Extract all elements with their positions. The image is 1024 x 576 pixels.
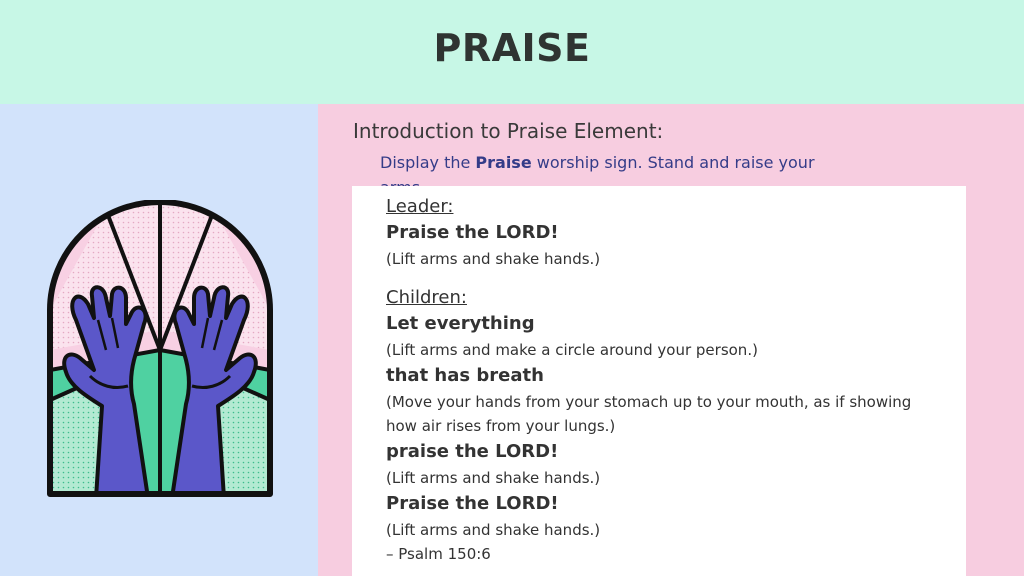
intro-heading: Introduction to Praise Element: (353, 119, 664, 143)
children-action: (Move your hands from your stomach up to your mouth, as if showing how air rises from your lungs.) (386, 393, 912, 435)
children-action: (Lift arms and shake hands.) (386, 521, 601, 539)
liturgy-content (386, 194, 946, 566)
children-action: (Lift arms and shake hands.) (386, 469, 601, 487)
children-action: (Lift arms and make a circle around your person.) (386, 341, 758, 359)
page-title: PRAISE (433, 26, 591, 70)
stained-glass-praise-hands-icon (46, 200, 274, 498)
children-line: Praise the LORD! (386, 493, 559, 514)
children-role: Children: (386, 287, 467, 308)
leader-action: (Lift arms and shake hands.) (386, 250, 601, 268)
children-line: that has breath (386, 365, 544, 386)
children-line: Let everything (386, 313, 535, 334)
leader-role: Leader: (386, 196, 454, 217)
children-line: praise the LORD! (386, 441, 559, 462)
header-banner (0, 0, 1024, 104)
leader-line: Praise the LORD! (386, 222, 559, 243)
liturgy-card (352, 186, 966, 576)
scripture-citation: – Psalm 150:6 (386, 545, 491, 563)
instruction-suffix: worship sign. Stand and raise your (536, 153, 815, 172)
instruction-prefix: Display the (380, 153, 476, 172)
instruction-bold: Praise (475, 153, 532, 172)
